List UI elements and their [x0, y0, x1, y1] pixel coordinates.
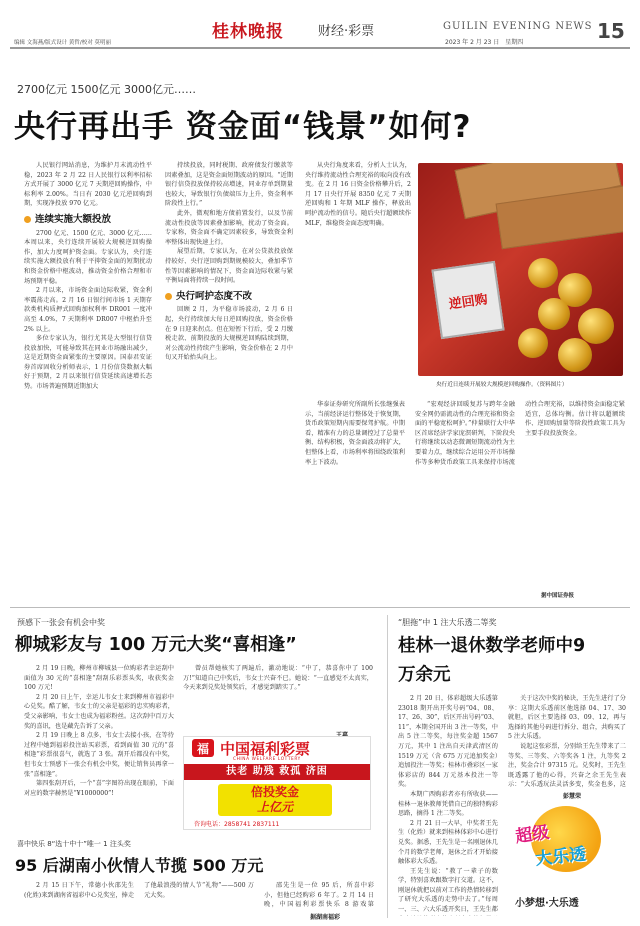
ad-brand: 中国福利彩票: [220, 739, 311, 758]
welfare-lottery-logo-icon: 福: [192, 739, 214, 757]
reverse-repo-photo: [418, 163, 623, 376]
bullet-dot-icon: [24, 216, 31, 223]
header-divider: [10, 47, 630, 49]
paragraph: 第四张刮开后，一个“喜”字图符出现在眼前，下面对应的数字赫然是“¥1000000”!: [24, 780, 174, 797]
column-divider: [387, 615, 388, 918]
paragraph: 多位专家认为，银行尤其是大型银行信贷投放加快，可能导致其在同业市场融出减少，这是近期资金面紧张的主要原因。国泰君安证券首席固收分析师表示，1 月份信贷数据大幅好于预期，2 月以来银行信贷延续高速增长态势。市场普遍预期近期加大: [24, 335, 152, 391]
paragraph: 关于这次中奖的秘诀，王先生进行了分享：这期大乐透前区他选择 04、17、30 就胆，后区主要选择 03、09、12，再与选择的其他号码进行拆分、组合，共购买了 5 注大乐透。: [508, 695, 626, 741]
ad-promo: [218, 784, 332, 816]
story2-column-2: [183, 664, 373, 730]
paragraph: 2 月 20 日上午，幸运儿韦女士来到柳州市福彩中心兑奖。酷了解，韦女士的父亲是福彩的忠实购彩者，受父亲影响，韦女士也成为福彩粉丝。这次刮中百万大奖的喜讯，也是藏先告诉了父亲。: [24, 693, 174, 730]
subhead-text: 央行呵护态度不改: [176, 290, 253, 302]
paragraph: 2700 亿元、1500 亿元、3000 亿元……本周以来，央行连续开展较大规模逆回购操作，加大力度呵护资金面。专家认为，央行连续实施大额投放有利于平抑资金面的短期扰动和资金价格中枢波动，推动资金价格合理和市场预期平稳。: [24, 229, 152, 285]
paragraph: 邵先生是一位 95 后，所喜中彩小，但他已经购彩 6 年了。2 月 14 日晚，中国福利彩票快乐 8 游戏第: [264, 882, 374, 909]
lead-kicker: 2700亿元 1500亿元 3000亿元……: [17, 83, 196, 96]
paragraph: 华泰证券研究所副所长张继强表示，当前经济运行整体处于恢复期，货币政策短期内需要保驾护航。中期看，精准有力的总量调控过了总量平衡、结构积极，资金面波动将扩大，但整体上看，市场利率将围绕政策利率上下波动。: [305, 401, 405, 466]
paragraph: “宏观经济回暖复苏与跨年金融安全网仍需流动性的合理充裕和资金面的平稳宽松呵护。”仲量联行大中华区首席经济学家庞溟研判，下阶段央行将继续以动态微调短期流动性为主要着力点，继续综合运用公开市场操作等多种货币政策工具来保持市场流动性合理充裕，以维持资金面稳定紧适宜，总体均衡。估计将以超额续作、逆回购加量等阶段性政策工具为主要手段投放资金。: [415, 401, 625, 466]
paragraph: 2 月 21 日一大早，中奖者王先生（化姓）就来到桂林体彩中心进行兑奖。据悉，王先生是一名刚退休几个月的数学老师，退休之后才开始接触体彩大乐透。: [398, 819, 498, 866]
paragraph: 从央行角度来看，分析人士认为，央行维持流动性合理充裕的取向没有改变。在 2 月 16 日资金价格攀升后，2 月 17 日央行开展 8350 亿元 7 天期逆回购和 1 年期 MLF 操作，释放出呵护流动性的信号。随后央行超额续作 MLF，维稳资金面态度明确。: [305, 162, 411, 227]
story4-column-1: [398, 694, 498, 916]
story3-kicker: 喜中快乐 8“选十中十”唯一 1 注头奖: [17, 840, 131, 848]
paragraph: 曾员帮她核实了两遍后，激动地说：“中了，恭喜你中了 100 万!”知道自己中奖后，韦女士兴奋不已。她说：“一直感觉不太真实，今天来到兑奖处领奖后，才感觉到踏实了。”: [183, 665, 373, 692]
paragraph: 说起这张彩票，分别给王先生带来了二等奖、三等奖、六等奖各 1 注，九等奖 2 注，奖金合计 97315 元。兑奖时，王先生既透露了他的心得，兴奋之余王先生表示：“大乐透玩法灵活多变，奖金也多，这: [508, 742, 626, 789]
story4-column-2: [508, 694, 626, 789]
paragraph: 展望后期，专家认为，在对公贷款投放保持较好、央行逆回购到期规模较大，叠加季节性等因素影响的情况下，资金面边际收紧与紧平衡局面将持续一段时间。: [165, 248, 293, 285]
newspaper-name-english: GUILIN EVENING NEWS: [443, 21, 593, 32]
section-divider: [10, 607, 630, 608]
coin-graphic: [518, 328, 548, 358]
super-lotto-ad: [503, 802, 625, 914]
lead-source-credit: 据中国证券报: [541, 593, 575, 599]
story4-headline: 桂林一退休数学老师中9万余元: [398, 636, 586, 685]
story3-body: [24, 881, 374, 911]
lead-column-3a: [305, 161, 411, 396]
lead-column-3b: [305, 400, 625, 588]
lead-column-1: [24, 161, 152, 603]
paragraph: 2 月以来，市场资金面边际收紧，资金利率震荡走高。2 月 16 日银行间市场 1 天期存款类机构质押式回购加权利率 DR001 一度冲高至 4.0%，7 天期利率 DR007 中枢抬升至 2% 以上。: [24, 287, 152, 333]
paragraph: 2 月 19 日晚上 8 点多，韦女士去接小孩，在等待过程中她到福彩投注站买彩票，看到面值 30 元的“喜相逢”彩票很喜气，就选了 3 张。刮开后都没有中奖，但韦女士预感下一张会有机会中奖，便让销售员再拿一张“喜相逢”。: [24, 732, 174, 778]
story4-author: 彭慧荣: [563, 793, 582, 800]
page-number: 15: [597, 19, 625, 43]
paragraph: 持续投放，同时税期、政府债发行缴款等因素叠加，这是资金面短期波动的原因。“近期银行信贷投放保持较高增速，同业存单到期量也较大，导致银行负债端压力上升，资金利率阶段性上行。”: [165, 162, 293, 208]
coin-graphic: [558, 338, 592, 372]
lead-subhead-1: [24, 215, 152, 225]
ad-promo-line-2: 上亿元: [256, 800, 293, 814]
story2-kicker: 预感下一张会有机会中奖: [17, 618, 105, 627]
paragraph: 2 月 20 日，体彩超级大乐透第 23018 期开出开奖号码“04、08、17、26、30”，后区开出号码“03、11”，本期全国开出 3 注一等奖，中出 5 注二等奖，每注奖金超 1567 万元，其中 1 注出自天津武清区的 1519 万元（含 675 万元追加奖金）追加投注一等奖；桂林市叠彩区一家体彩店的 844 万元基本投注一等奖。: [398, 695, 498, 789]
paragraph: 回顾 2 月，为平稳市场波动，2 月 6 日起，央行持续加大每日逆回购投放，资金价格在 9 日迎来拐点。但在短暂下行后，受 2 月缴税走款、前期投放的大规模逆回购陆续到期，对公流动性持续产生影响，资金价格在 2 月中旬又开始抬头向上。: [165, 306, 293, 362]
reverse-repo-sign: 逆回购: [431, 261, 504, 339]
paragraph: 此外，微观和地方债前置发行，以及节前流动性投放等因素叠加影响，扰动了资金面。专家称，资金面不确定因素较多，导致资金利率整体出现快速上行。: [165, 209, 293, 246]
newspaper-logo: 桂林晚报: [212, 22, 284, 42]
section-title: 财经·彩票: [318, 24, 375, 39]
story2-column-1: [24, 664, 174, 834]
paragraph: 人民银行网站消息，为维护月末流动性平稳，2023 年 2 月 22 日人民银行以利率招标方式开展了 3000 亿元 7 天期逆回购操作，中标利率 2.00%。当日有 2030 亿元逆回购到期，实现净投放 970 亿元。: [24, 162, 152, 208]
coin-graphic: [578, 308, 614, 344]
ad-brand-row: [184, 737, 370, 759]
ad-title-line-2: 大乐透: [534, 844, 588, 870]
welfare-lottery-ad: [183, 736, 371, 830]
coin-graphic: [528, 258, 558, 288]
paragraph: 本期广西购彩者亦有所收获——桂林一退休教师凭借自己的独特购彩思路，摘得 1 注二等奖。: [398, 790, 498, 818]
paragraph: 2 月 15 日下午，常德小伙邵先生(化姓)来到湖南省福彩中心兑奖室，捧走了他最浪漫的情人节“礼物”——500 万元大奖。: [24, 882, 254, 899]
paragraph: 2 月 19 日晚，柳州市柳城县一位购彩者幸运刮中面值为 30 元的“喜相逢”刮刮乐彩票头奖，收获奖金 100 万元!: [24, 665, 174, 692]
story3-headline: 95 后湖南小伙情人节揽 500 万元: [15, 856, 264, 875]
ad-title-line-1: 超级: [514, 822, 551, 848]
editor-credits: 编辑 文海燕/版式设计 黄哲/校对 莫明丽: [14, 40, 111, 46]
lead-column-2: [165, 161, 293, 603]
ad-slogan: 扶老 助残 救孤 济困: [184, 764, 370, 780]
ad-slogan: 小梦想·大乐透: [515, 898, 579, 909]
bullet-dot-icon: [165, 293, 172, 300]
ad-phone: 咨询电话：2858741 2837111: [194, 821, 280, 828]
paragraph: 王先生说：“教了一辈子的数学，特别喜欢跟数字打交道。这不，刚退休就把以前对工作的热情转移到了研究大乐透的走势中去了。”每周一、三、六大乐透开奖日，王先生都: [398, 867, 498, 914]
photo-caption: 央行近日连续开展较大规模逆回购操作。（资料图片）: [436, 382, 568, 388]
ad-brand-english: CHINA WELFARE LOTTERY: [233, 757, 301, 762]
publication-date: 2023 年 2 月 23 日 星期四: [445, 39, 524, 46]
story2-headline: 柳城彩友与 100 万元大奖“喜相逢”: [15, 635, 297, 655]
ad-promo-line-1: 倍投奖金: [250, 785, 299, 799]
subhead-text: 连续实施大额投放: [35, 213, 112, 225]
lead-subhead-2: [165, 292, 293, 302]
coin-graphic: [538, 298, 570, 330]
lead-headline: 央行再出手 资金面“钱景”如何?: [14, 109, 472, 145]
story3-author: 据湖南福彩: [310, 914, 341, 921]
story4-kicker: “胆拖”中 1 注大乐透二等奖: [398, 618, 497, 627]
